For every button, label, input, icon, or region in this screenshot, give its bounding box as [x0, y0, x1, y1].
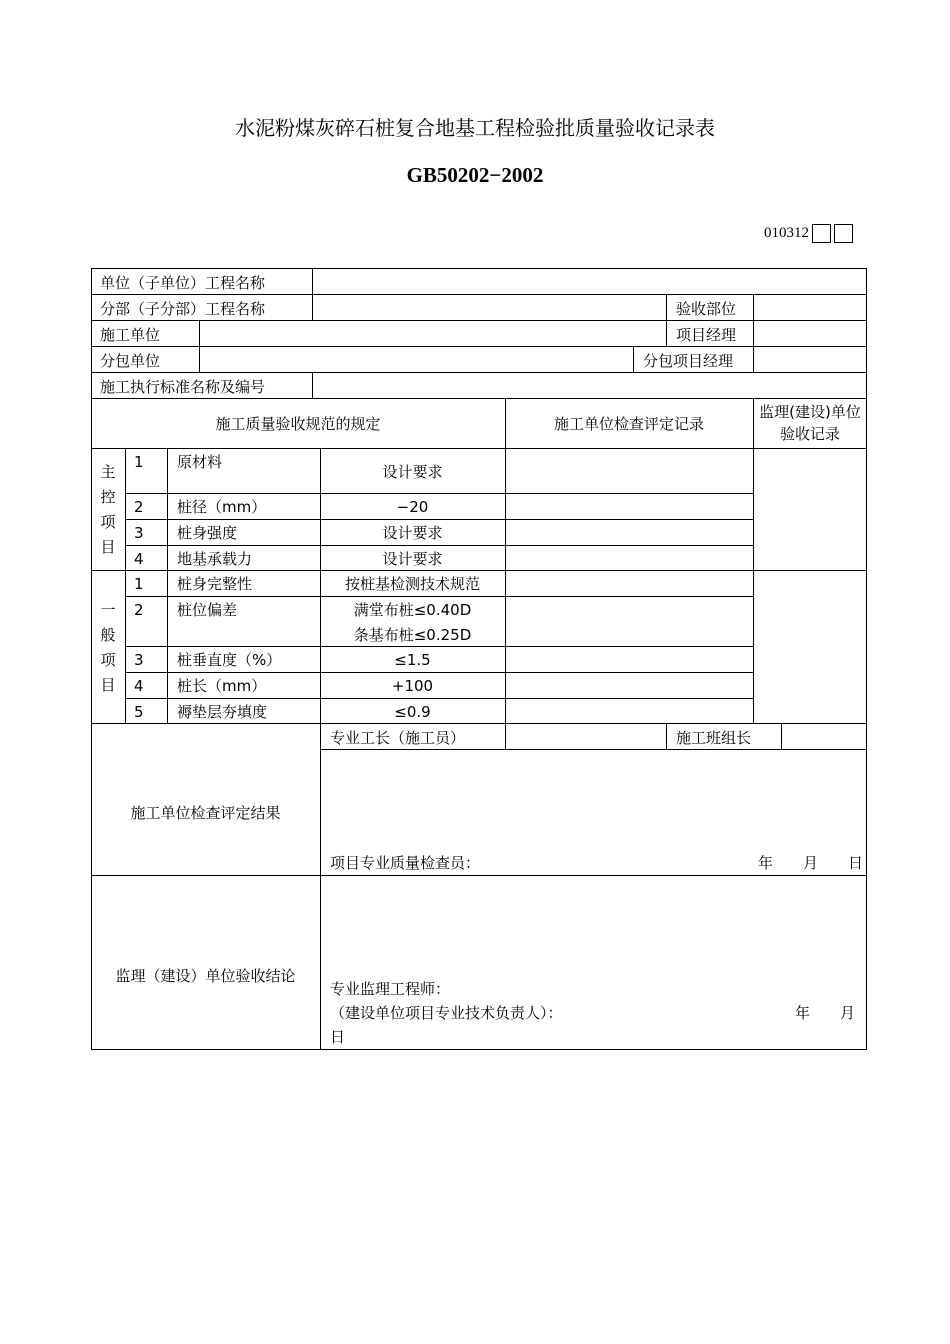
row-no: 4	[134, 677, 144, 695]
rule	[866, 268, 867, 1050]
row-item: 原材料	[177, 453, 223, 471]
rule	[125, 646, 753, 647]
rule	[91, 448, 866, 449]
rule	[666, 723, 667, 749]
row-no: 1	[134, 453, 144, 471]
row-no: 2	[134, 498, 144, 516]
rule	[753, 294, 754, 372]
row-req: 设计要求	[382, 550, 443, 568]
label-team-leader: 施工班组长	[676, 729, 752, 747]
label-quality-inspector: 项目专业质量检查员：	[330, 854, 481, 872]
row-item: 桩径（mm）	[177, 498, 267, 516]
label-standard-name: 施工执行标准名称及编号	[100, 378, 266, 396]
label-accept-part: 验收部位	[676, 300, 737, 318]
supervisor-date-ym: 年 月	[795, 1004, 856, 1022]
label-contractor: 施工单位	[100, 326, 161, 344]
label-foreman: 专业工长（施工员）	[330, 729, 466, 747]
label-unit-project: 单位（子单位）工程名称	[100, 274, 266, 292]
row-no: 1	[134, 575, 144, 593]
rule	[505, 398, 506, 723]
row-no: 5	[134, 703, 144, 721]
header-supervisor-record: 监理(建设)单位验收记录	[759, 403, 861, 443]
rule	[633, 346, 634, 372]
rule	[125, 596, 753, 597]
rule	[199, 320, 200, 372]
row-no: 3	[134, 651, 144, 669]
label-owner-representative: （建设单位项目专业技术负责人）：	[330, 1004, 563, 1022]
rule	[91, 398, 866, 399]
rule	[91, 320, 866, 321]
supervisor-result-label: 监理（建设）单位验收结论	[115, 967, 296, 985]
rule	[91, 268, 92, 1050]
rule	[167, 448, 168, 723]
rule	[125, 448, 126, 723]
supervisor-date-d: 日	[330, 1028, 346, 1046]
row-item: 桩身强度	[177, 524, 238, 542]
row-item: 桩身完整性	[177, 575, 253, 593]
rule	[125, 698, 753, 699]
rule	[666, 294, 667, 346]
row-item: 桩长（mm）	[177, 677, 267, 695]
label-subcontractor: 分包单位	[100, 352, 161, 370]
row-item: 褥垫层夯填度	[177, 703, 268, 721]
rule	[91, 346, 866, 347]
header-contractor-record: 施工单位检查评定记录	[553, 415, 704, 433]
rule	[91, 570, 866, 571]
row-item: 桩垂直度（%）	[177, 651, 282, 669]
rule	[505, 723, 506, 749]
contractor-date: 年 月 日	[758, 854, 864, 872]
row-req: 设计要求	[382, 524, 443, 542]
rule	[753, 398, 754, 723]
row-req-2: 条基布桩≤0.25D	[353, 626, 472, 644]
label-sub-project-manager: 分包项目经理	[643, 352, 734, 370]
row-req: ≤1.5	[394, 651, 431, 669]
row-no: 3	[134, 524, 144, 542]
row-req: +100	[391, 677, 434, 695]
row-req: ≤0.9	[394, 703, 431, 721]
rule	[125, 519, 753, 520]
group-general-items: 一般项目	[100, 601, 116, 694]
rule	[320, 749, 866, 750]
rule	[125, 493, 753, 494]
row-req: 满堂布桩≤0.40D	[353, 601, 472, 619]
group-main-items: 主控项目	[100, 463, 116, 556]
row-no: 2	[134, 601, 144, 619]
rule	[781, 723, 782, 749]
rule	[312, 372, 313, 398]
rule	[91, 372, 866, 373]
row-req: 按桩基检测技术规范	[344, 575, 480, 593]
row-item: 桩位偏差	[177, 601, 238, 619]
label-supervising-engineer: 专业监理工程师：	[330, 980, 451, 998]
rule	[91, 875, 866, 876]
rule	[91, 1049, 866, 1050]
rule	[91, 268, 866, 269]
rule	[91, 723, 866, 724]
rule	[125, 545, 753, 546]
row-req: −20	[396, 498, 429, 516]
row-no: 4	[134, 550, 144, 568]
label-project-manager: 项目经理	[676, 326, 737, 344]
rule	[91, 294, 866, 295]
rule	[125, 672, 753, 673]
form-code-text: 010312	[764, 225, 809, 241]
header-spec: 施工质量验收规范的规定	[215, 415, 381, 433]
row-req: 设计要求	[382, 463, 443, 481]
contractor-result-label: 施工单位检查评定结果	[130, 804, 281, 822]
standard-code: GB50202−2002	[406, 163, 544, 187]
row-item: 地基承载力	[177, 550, 253, 568]
page-title: 水泥粉煤灰碎石桩复合地基工程检验批质量验收记录表	[235, 116, 715, 140]
rule	[312, 268, 313, 294]
rule	[312, 294, 313, 320]
label-sub-project: 分部（子分部）工程名称	[100, 300, 266, 318]
